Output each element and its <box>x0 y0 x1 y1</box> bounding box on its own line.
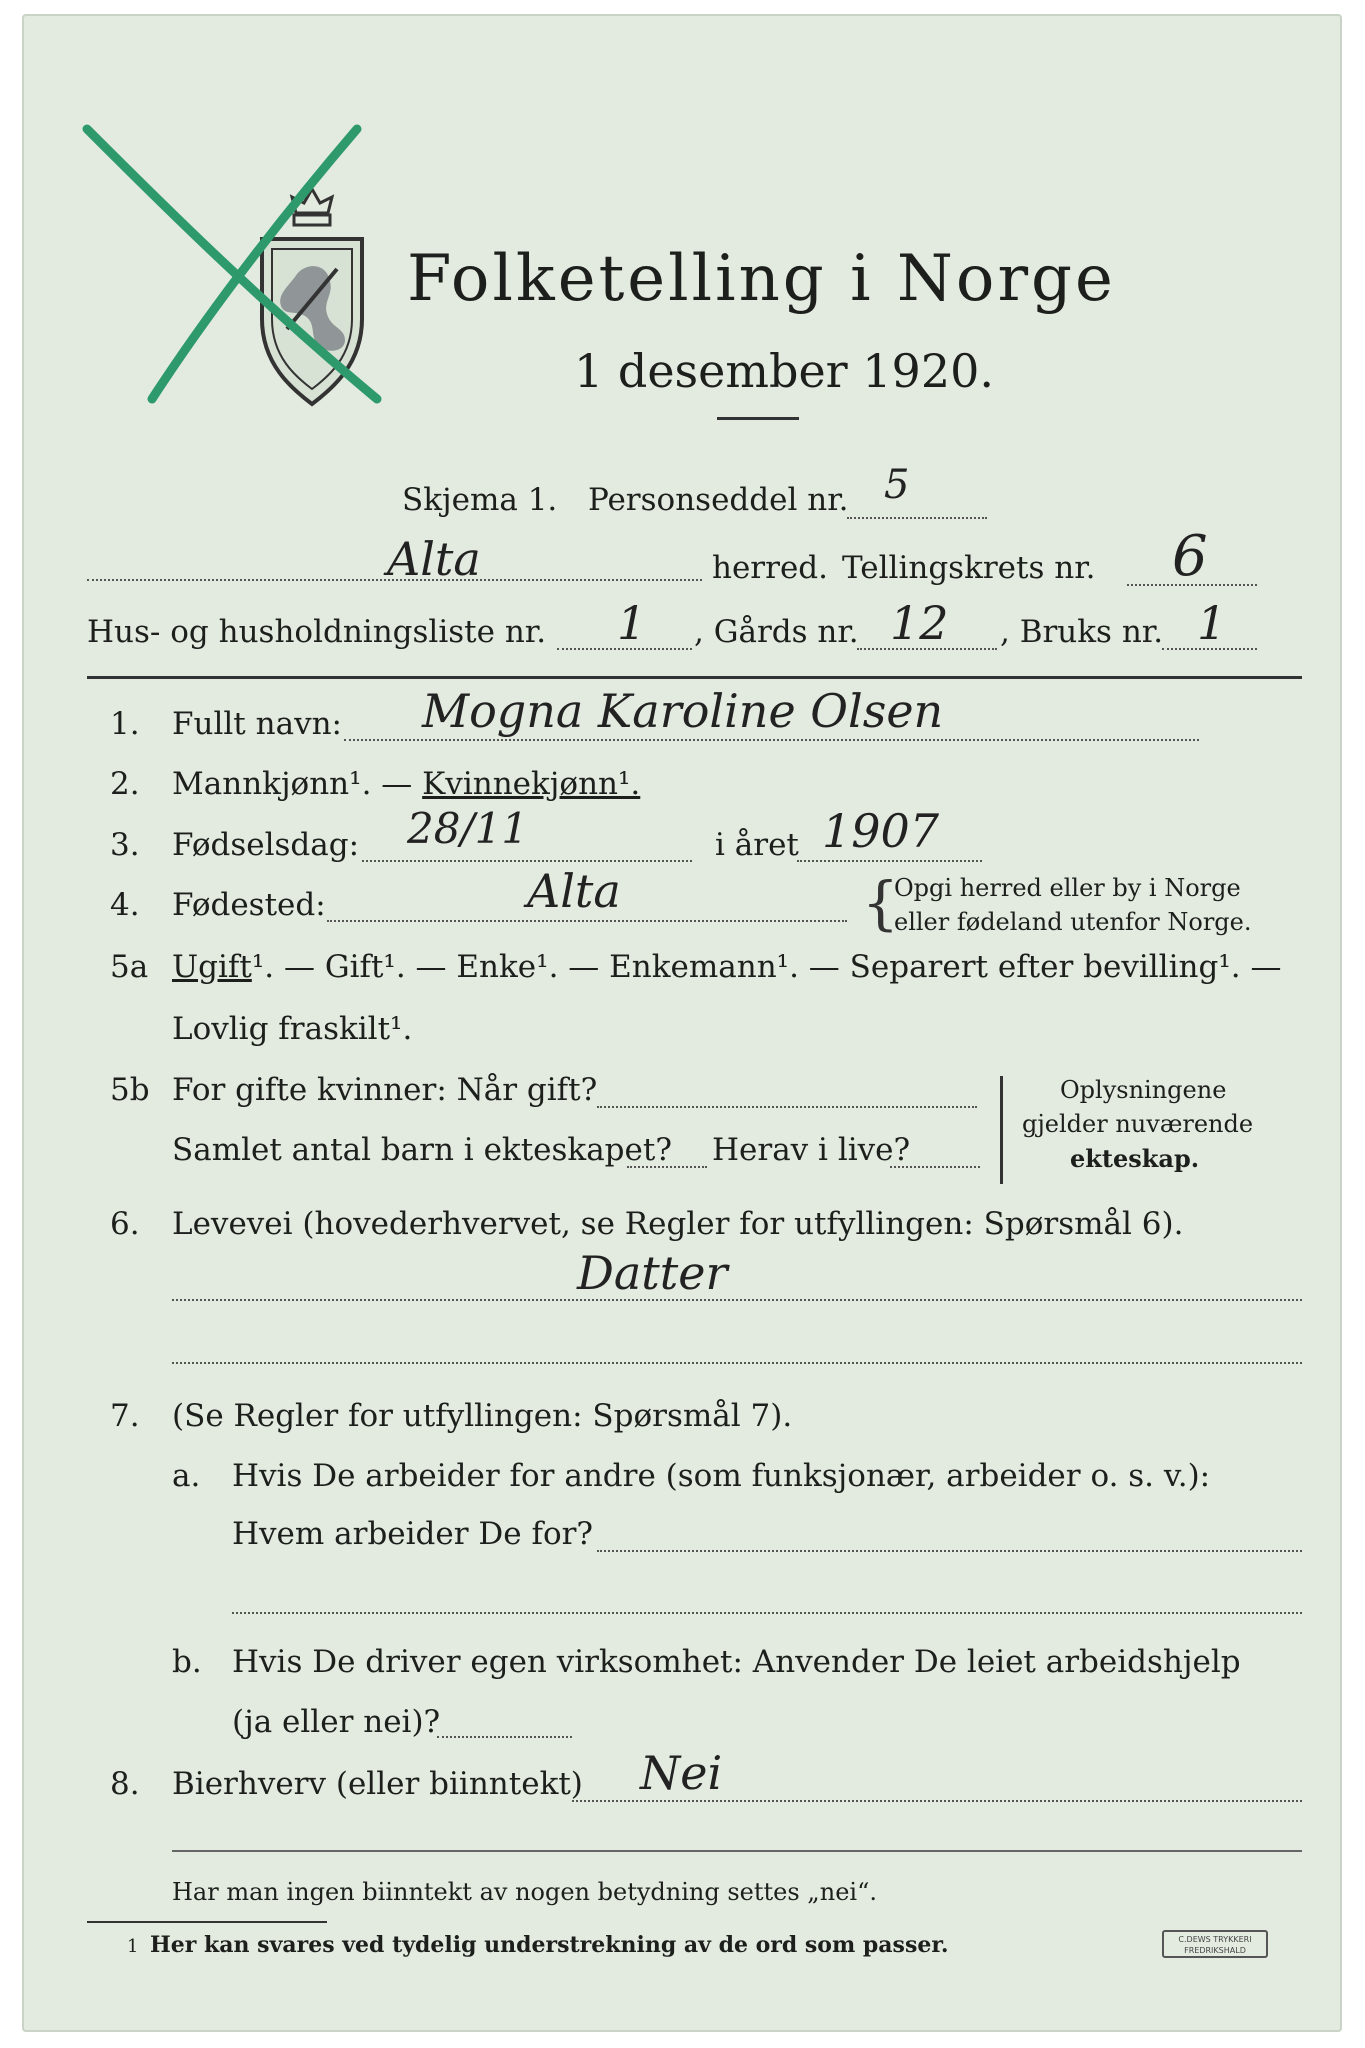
q5b-alive-label: Herav i live? <box>712 1132 911 1168</box>
census-form-page <box>22 14 1342 2032</box>
q2-female: Kvinnekjønn¹. <box>422 766 641 802</box>
footnote-number: 1 <box>127 1936 139 1957</box>
q5b-note-bracket <box>1000 1076 1003 1184</box>
q7b-text: Hvis De driver egen virksomhet: Anvender De leiet arbeidshjelp <box>232 1644 1241 1680</box>
q8-line-2 <box>172 1850 1302 1852</box>
herred-label: herred. <box>712 550 828 586</box>
q3-year-line <box>797 860 982 862</box>
q5b-when-line <box>597 1106 977 1108</box>
bruks-value: 1 <box>1197 596 1227 650</box>
skjema-label: Skjema 1. <box>402 482 558 518</box>
personseddel-value: 5 <box>884 462 910 508</box>
q4-brace: { <box>862 869 899 937</box>
q7a-text: Hvis De arbeider for andre (som funksjonær, arbeider o. s. v.): <box>232 1458 1211 1494</box>
q4-note-2: eller fødeland utenfor Norge. <box>894 908 1252 936</box>
q7b-line2: (ja eller nei)? <box>232 1704 441 1740</box>
q5b-number: 5b <box>110 1072 150 1108</box>
nei-instruction: Har man ingen biinntekt av nogen betydning settes „nei“. <box>172 1878 877 1906</box>
q4-number: 4. <box>110 887 140 923</box>
q2-male: Mannkjønn¹. — <box>172 766 423 802</box>
q7a-employer-line <box>597 1550 1302 1552</box>
q2-number: 2. <box>110 766 140 802</box>
q3-label: Fødselsdag: <box>172 827 360 863</box>
q1-number: 1. <box>110 706 140 742</box>
q5a-number: 5a <box>110 949 149 985</box>
q5b-alive-line <box>890 1166 980 1168</box>
q7-label: (Se Regler for utfyllingen: Spørsmål 7). <box>172 1398 793 1434</box>
tellingskrets-value: 6 <box>1172 524 1208 589</box>
green-cross-mark <box>77 109 397 419</box>
q5b-note-1: Oplysningene <box>1060 1076 1227 1104</box>
tellingskrets-label: Tellingskrets nr. <box>842 550 1096 586</box>
q6-line-2 <box>172 1362 1302 1364</box>
q1-value: Mogna Karoline Olsen <box>422 684 944 738</box>
q7b-letter: b. <box>172 1644 202 1680</box>
q8-line-1 <box>572 1800 1302 1802</box>
footnote-divider <box>87 1921 327 1923</box>
q3-line <box>362 860 692 862</box>
q1-line <box>344 739 1199 741</box>
q4-label: Fødested: <box>172 887 326 923</box>
q2-text <box>172 766 640 802</box>
q6-line-1 <box>172 1299 1302 1301</box>
form-date: 1 desember 1920. <box>574 344 994 398</box>
q8-label: Bierhverv (eller biinntekt) <box>172 1766 583 1802</box>
gards-value: 12 <box>890 596 949 650</box>
q7a-extra-line <box>232 1612 1302 1614</box>
q3-number: 3. <box>110 827 140 863</box>
q6-label: Levevei (hovederhvervet, se Regler for utfyllingen: Spørsmål 6). <box>172 1206 1184 1242</box>
q3-year-label: i året <box>715 827 799 863</box>
q4-value: Alta <box>527 864 621 918</box>
q5b-children-label: Samlet antal barn i ekteskapet? <box>172 1132 672 1168</box>
gards-label: , Gårds nr. <box>694 614 859 650</box>
hus-value: 1 <box>617 596 647 650</box>
herred-value: Alta <box>387 532 481 586</box>
q8-number: 8. <box>110 1766 140 1802</box>
q7b-answer-line <box>437 1736 572 1738</box>
q5a-line2: Lovlig fraskilt¹. <box>172 1011 413 1047</box>
printer-stamp: C.DEWS TRYKKERI FREDRIKSHALD <box>1162 1930 1268 1958</box>
q3-year-value: 1907 <box>822 804 940 858</box>
q6-number: 6. <box>110 1206 140 1242</box>
q1-label: Fullt navn: <box>172 706 342 742</box>
q7a-line2: Hvem arbeider De for? <box>232 1516 594 1552</box>
q7-number: 7. <box>110 1398 140 1434</box>
form-title: Folketelling i Norge <box>407 242 1116 316</box>
footnote-text: Her kan svares ved tydelig understrekning av de ord som passer. <box>150 1932 949 1958</box>
hus-label: Hus- og husholdningsliste nr. <box>87 614 547 650</box>
personseddel-line <box>847 517 987 519</box>
q5b-note-2: gjelder nuværende <box>1022 1110 1254 1138</box>
q4-line <box>327 920 847 922</box>
q3-value: 28/11 <box>407 804 529 853</box>
q6-value: Datter <box>577 1246 728 1300</box>
header-divider <box>87 676 1302 679</box>
q5b-when-label: For gifte kvinner: Når gift? <box>172 1072 598 1108</box>
q8-value: Nei <box>640 1746 723 1800</box>
q5a-text <box>172 949 1281 985</box>
q5a-options: ¹. — Gift¹. — Enke¹. — Enkemann¹. — Separert efter bevilling¹. — <box>251 949 1282 985</box>
title-divider <box>717 417 799 420</box>
q5b-children-line <box>627 1166 707 1168</box>
q5b-note-3: ekteskap. <box>1070 1144 1200 1173</box>
q7a-letter: a. <box>172 1458 201 1494</box>
personseddel-label: Personseddel nr. <box>588 482 849 518</box>
q4-note-1: Opgi herred eller by i Norge <box>894 874 1241 902</box>
bruks-label: , Bruks nr. <box>1000 614 1164 650</box>
q5a-ugift: Ugift <box>172 949 252 985</box>
